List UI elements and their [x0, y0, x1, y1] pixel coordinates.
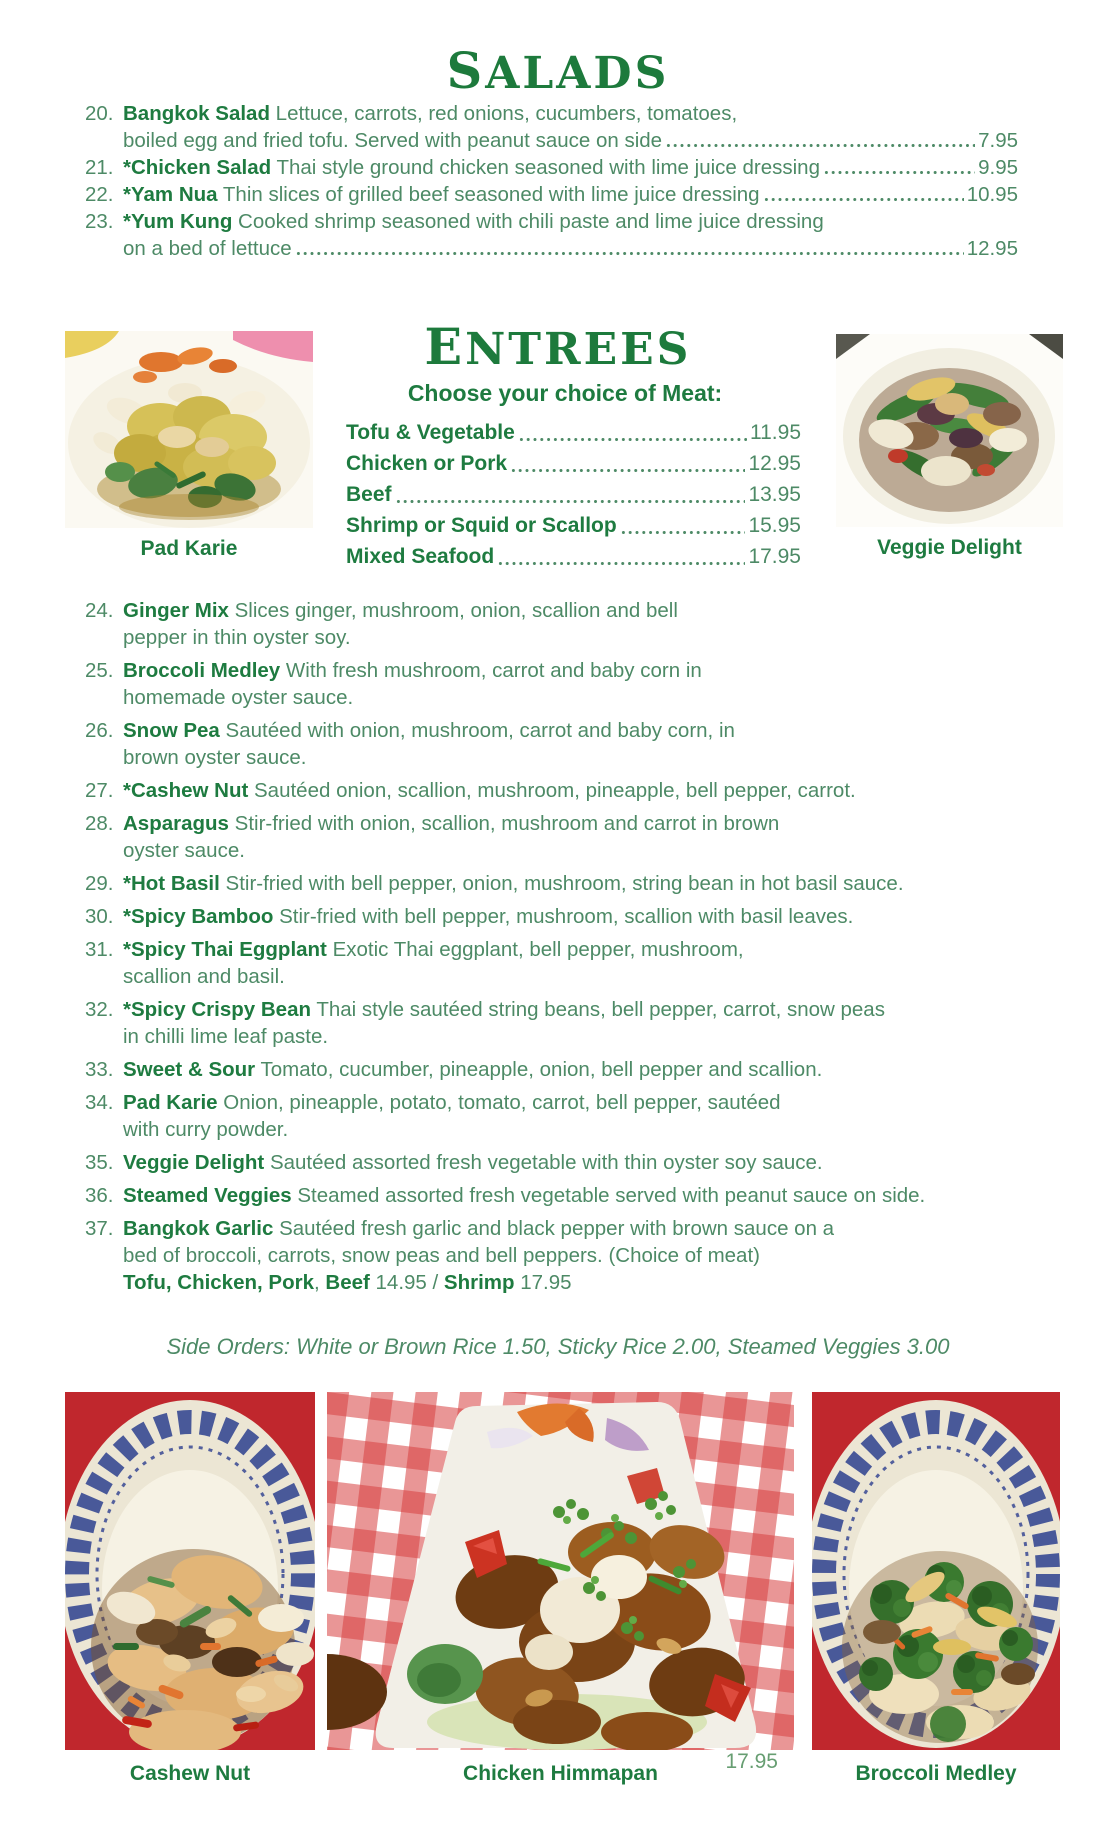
item-number: 35.	[85, 1151, 114, 1174]
menu-line	[85, 235, 1018, 262]
meat-option-price: 13.95	[748, 483, 801, 506]
menu-line	[85, 181, 1018, 208]
item-number: 26.	[85, 719, 114, 742]
dish-name: Snow Pea	[123, 719, 220, 742]
dish-description: Tomato, cucumber, pineapple, onion, bell pepper and scallion.	[255, 1058, 823, 1081]
meat-option-price: 11.95	[750, 421, 801, 444]
item-number: 33.	[85, 1058, 114, 1081]
entrees-title: ENTREES	[424, 318, 692, 376]
dot-leader	[665, 142, 975, 149]
item-number: 37.	[85, 1217, 114, 1240]
dish-description: Slices ginger, mushroom, onion, scallion and bell	[228, 599, 678, 622]
dish-name: *Spicy Crispy Bean	[123, 998, 311, 1021]
dish-description: on a bed of lettuce	[123, 237, 292, 260]
salad-item-22	[85, 181, 1018, 208]
menu-line	[85, 1149, 1035, 1176]
item-text	[123, 963, 285, 990]
menu-line	[85, 154, 1018, 181]
menu-line	[85, 1215, 1035, 1242]
dish-name: *Hot Basil	[123, 872, 220, 895]
dish-description: pepper in thin oyster soy.	[123, 626, 351, 649]
dish-description: 14.95 /	[369, 1271, 444, 1294]
dish-description: with curry powder.	[123, 1118, 289, 1141]
dish-description: Stir-fried with bell pepper, mushroom, scallion with basil leaves.	[273, 905, 854, 928]
item-text	[123, 235, 292, 262]
meat-option-label: Mixed Seafood	[346, 545, 495, 568]
dish-name: Ginger Mix	[123, 599, 229, 622]
cashew-nut-photo	[65, 1392, 315, 1750]
meat-option-row	[346, 541, 801, 572]
item-text	[123, 1116, 288, 1143]
dish-description: in chilli lime leaf paste.	[123, 1025, 329, 1048]
menu-line	[85, 837, 1035, 864]
item-text	[123, 810, 779, 837]
entree-item-36	[85, 1182, 1035, 1209]
veggie-delight-figure	[836, 334, 1063, 560]
entree-item-37	[85, 1215, 1035, 1296]
menu-line	[85, 1182, 1035, 1209]
meat-option-price: 15.95	[748, 514, 801, 537]
pad-karie-photo	[65, 331, 313, 528]
item-text	[123, 1149, 823, 1176]
meat-options-list	[346, 417, 801, 572]
item-text	[123, 837, 245, 864]
dish-description: Sautéed assorted fresh vegetable with thin oyster soy sauce.	[264, 1151, 823, 1174]
item-text	[123, 624, 351, 651]
menu-line	[85, 744, 1035, 771]
dish-description: Sautéed onion, scallion, mushroom, pineapple, bell pepper, carrot.	[248, 779, 856, 802]
menu-line	[85, 597, 1035, 624]
item-number: 34.	[85, 1091, 114, 1114]
menu-line	[85, 624, 1035, 651]
menu-line	[85, 777, 1035, 804]
salad-item-21	[85, 154, 1018, 181]
dish-description: Sautéed fresh garlic and black pepper with brown sauce on a	[273, 1217, 835, 1240]
dish-name: Tofu, Chicken, Pork	[123, 1271, 314, 1294]
item-text	[123, 717, 735, 744]
dish-description: Steamed assorted fresh vegetable served with peanut sauce on side.	[291, 1184, 926, 1207]
menu-line	[85, 208, 1018, 235]
dish-description: With fresh mushroom, carrot and baby corn in	[280, 659, 702, 682]
item-number: 36.	[85, 1184, 114, 1207]
dot-leader	[620, 529, 746, 536]
entree-item-30	[85, 903, 1035, 930]
item-text	[123, 657, 702, 684]
salads-list	[85, 100, 1018, 262]
dish-description: bed of broccoli, carrots, snow peas and bell peppers. (Choice of meat)	[123, 1244, 760, 1267]
menu-line	[85, 717, 1035, 744]
dot-leader	[823, 169, 975, 176]
dot-leader	[497, 560, 745, 567]
meat-option-row	[346, 448, 801, 479]
item-price: 12.95	[966, 237, 1018, 260]
broccoli-medley-photo	[812, 1392, 1060, 1750]
menu-line	[85, 684, 1035, 711]
dish-name: Pad Karie	[123, 1091, 218, 1114]
menu-line	[85, 1242, 1035, 1269]
item-number: 28.	[85, 812, 114, 835]
item-text	[123, 1089, 781, 1116]
menu-line	[85, 127, 1018, 154]
item-text	[123, 903, 853, 930]
side-orders-note: Side Orders: White or Brown Rice 1.50, Sticky Rice 2.00, Steamed Veggies 3.00	[166, 1334, 950, 1359]
item-number: 22.	[85, 183, 114, 206]
item-text	[123, 100, 737, 127]
menu-line	[85, 1023, 1035, 1050]
menu-line	[85, 903, 1035, 930]
photo-caption: Pad Karie	[140, 537, 238, 560]
item-text	[123, 1182, 925, 1209]
salads-title: SALADS	[446, 42, 670, 100]
meat-choice-subtitle: Choose your choice of Meat:	[407, 380, 723, 406]
salad-item-20	[85, 100, 1018, 154]
meat-option-row	[346, 417, 801, 448]
item-text	[123, 1269, 572, 1296]
item-text	[123, 684, 353, 711]
entree-item-35	[85, 1149, 1035, 1176]
meat-option-row	[346, 479, 801, 510]
entree-item-31	[85, 936, 1035, 990]
menu-line	[85, 810, 1035, 837]
meat-option-label: Shrimp or Squid or Scallop	[346, 514, 617, 537]
item-text	[123, 1215, 834, 1242]
item-text	[123, 597, 678, 624]
menu-line	[85, 1269, 1035, 1296]
menu-line	[85, 936, 1035, 963]
dish-description: Sautéed with onion, mushroom, carrot and baby corn, in	[219, 719, 735, 742]
dish-description: Stir-fried with onion, scallion, mushroom and carrot in brown	[228, 812, 780, 835]
item-number: 29.	[85, 872, 114, 895]
dish-name: Beef	[325, 1271, 370, 1294]
item-price: 7.95	[978, 129, 1018, 152]
dot-leader	[395, 498, 746, 505]
dish-description: homemade oyster sauce.	[123, 686, 354, 709]
item-text	[123, 127, 662, 154]
item-price: 9.95	[978, 156, 1018, 179]
cashew-nut-figure	[65, 1392, 315, 1786]
item-number: 24.	[85, 599, 114, 622]
entree-item-29	[85, 870, 1035, 897]
item-number: 27.	[85, 779, 114, 802]
dish-name: Shrimp	[443, 1271, 515, 1294]
menu-line	[85, 1116, 1035, 1143]
item-text	[123, 1023, 328, 1050]
menu-line	[85, 657, 1035, 684]
dish-description: Onion, pineapple, potato, tomato, carrot, bell pepper, sautéed	[217, 1091, 781, 1114]
dish-description: scallion and basil.	[123, 965, 285, 988]
dot-leader	[763, 196, 964, 203]
dish-description: 17.95	[514, 1271, 572, 1294]
dish-name: *Spicy Bamboo	[123, 905, 274, 928]
dish-name: *Yum Kung	[123, 210, 233, 233]
item-text	[123, 1242, 760, 1269]
dish-name: Bangkok Salad	[123, 102, 270, 125]
dish-description: ,	[313, 1271, 326, 1294]
item-text	[123, 154, 820, 181]
item-number: 20.	[85, 102, 114, 125]
meat-option-label: Beef	[346, 483, 392, 506]
dish-name: Veggie Delight	[123, 1151, 265, 1174]
menu-line	[85, 870, 1035, 897]
item-text	[123, 744, 306, 771]
menu-line	[85, 100, 1018, 127]
entrees-list	[85, 597, 1035, 1302]
meat-option-price: 12.95	[748, 452, 801, 475]
item-text	[123, 936, 744, 963]
dot-leader	[295, 250, 964, 257]
dish-name: *Yam Nua	[123, 183, 218, 206]
photo-caption: Broccoli Medley	[855, 1762, 1017, 1785]
dish-name: *Spicy Thai Eggplant	[123, 938, 327, 961]
menu-line	[85, 1056, 1035, 1083]
meat-option-label: Chicken or Pork	[346, 452, 508, 475]
entree-item-34	[85, 1089, 1035, 1143]
dish-name: Broccoli Medley	[123, 659, 281, 682]
dish-name: *Cashew Nut	[123, 779, 249, 802]
dish-description: Cooked shrimp seasoned with chili paste and lime juice dressing	[232, 210, 824, 233]
dish-description: boiled egg and fried tofu. Served with peanut sauce on side	[123, 129, 663, 152]
dish-description: Lettuce, carrots, red onions, cucumbers, tomatoes,	[269, 102, 738, 125]
entree-item-25	[85, 657, 1035, 711]
photo-caption: Chicken Himmapan	[463, 1762, 658, 1785]
dot-leader	[518, 436, 747, 443]
meat-option-row	[346, 510, 801, 541]
chicken-himmapan-photo	[327, 1392, 794, 1750]
item-text	[123, 870, 904, 897]
item-text	[123, 777, 856, 804]
item-number: 21.	[85, 156, 114, 179]
menu-line	[85, 1089, 1035, 1116]
dish-description: Thin slices of grilled beef seasoned with lime juice dressing	[217, 183, 760, 206]
dot-leader	[510, 467, 745, 474]
item-text	[123, 996, 885, 1023]
dish-name: Sweet & Sour	[123, 1058, 256, 1081]
item-text	[123, 1056, 822, 1083]
item-number: 23.	[85, 210, 114, 233]
salad-item-23	[85, 208, 1018, 262]
photo-caption: Cashew Nut	[129, 1762, 251, 1785]
dish-description: oyster sauce.	[123, 839, 245, 862]
entree-item-24	[85, 597, 1035, 651]
dish-description: brown oyster sauce.	[123, 746, 307, 769]
item-number: 32.	[85, 998, 114, 1021]
pad-karie-figure	[65, 331, 313, 561]
item-price: 10.95	[966, 183, 1018, 206]
dish-description: Exotic Thai eggplant, bell pepper, mushroom,	[326, 938, 744, 961]
item-text	[123, 208, 824, 235]
item-number: 30.	[85, 905, 114, 928]
dish-description: Stir-fried with bell pepper, onion, mushroom, string bean in hot basil sauce.	[219, 872, 904, 895]
dish-name: Bangkok Garlic	[123, 1217, 274, 1240]
menu-line	[85, 996, 1035, 1023]
entree-item-33	[85, 1056, 1035, 1083]
dish-description: Thai style sautéed string beans, bell pepper, carrot, snow peas	[311, 998, 885, 1021]
dish-description: Thai style ground chicken seasoned with lime juice dressing	[271, 156, 820, 179]
photo-price-overlay: 17.95	[725, 1750, 778, 1773]
dish-name: Steamed Veggies	[123, 1184, 292, 1207]
meat-option-label: Tofu & Vegetable	[346, 421, 515, 444]
entree-item-28	[85, 810, 1035, 864]
photo-caption: Veggie Delight	[877, 536, 1022, 559]
dish-name: Asparagus	[123, 812, 229, 835]
entree-item-32	[85, 996, 1035, 1050]
chicken-himmapan-figure	[327, 1392, 794, 1786]
veggie-delight-photo	[836, 334, 1063, 527]
item-number: 31.	[85, 938, 114, 961]
dish-name: *Chicken Salad	[123, 156, 272, 179]
menu-line	[85, 963, 1035, 990]
broccoli-medley-figure	[812, 1392, 1060, 1786]
entree-item-27	[85, 777, 1035, 804]
entree-item-26	[85, 717, 1035, 771]
meat-option-price: 17.95	[748, 545, 801, 568]
item-text	[123, 181, 760, 208]
item-number: 25.	[85, 659, 114, 682]
